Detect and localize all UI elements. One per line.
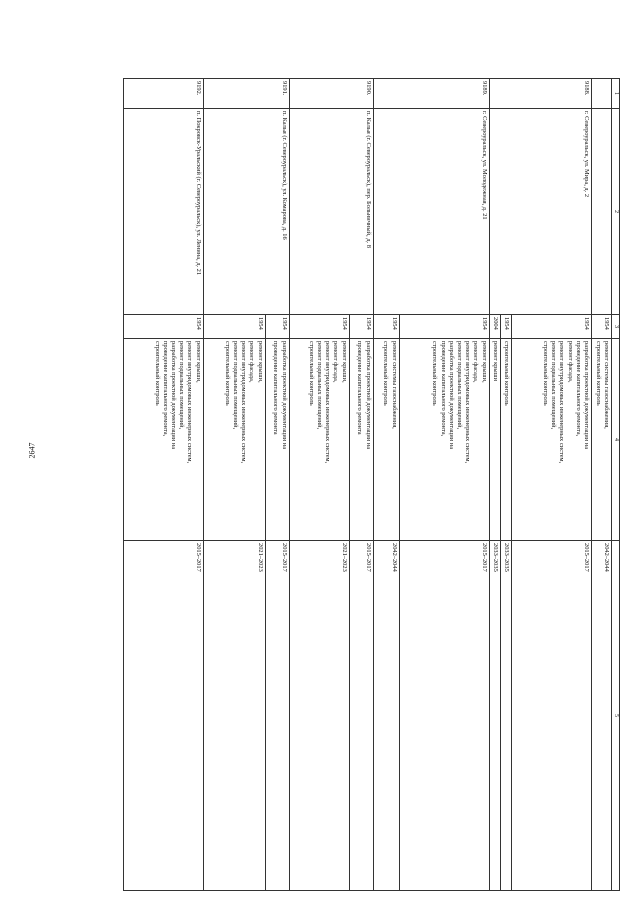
work-item: проведение капитального ремонта, bbox=[161, 341, 169, 437]
works-cell bbox=[123, 339, 203, 541]
year-cell: 2004 bbox=[489, 315, 500, 339]
period-cell: 2033–2035 bbox=[489, 541, 500, 891]
period-cell: 2015–2017 bbox=[399, 541, 489, 891]
work-item: ремонт фасада, bbox=[472, 341, 480, 383]
works-cell bbox=[265, 339, 289, 541]
works-cell bbox=[373, 339, 399, 541]
header-row bbox=[612, 79, 620, 891]
address-cell: г. Североуральск, ул. Молодежная, д. 21 bbox=[373, 109, 489, 315]
period-cell: 2015–2017 bbox=[512, 541, 592, 891]
period-cell: 2021–2023 bbox=[203, 541, 265, 891]
year-cell: 1954 bbox=[512, 315, 592, 339]
table-row bbox=[399, 79, 489, 891]
table-row bbox=[592, 79, 612, 891]
works-cell bbox=[399, 339, 489, 541]
work-item: разработка проектной документации на bbox=[280, 341, 288, 450]
col-header-3: 3 bbox=[612, 315, 620, 339]
year-cell: 1954 bbox=[349, 315, 373, 339]
works-cell bbox=[592, 339, 612, 541]
work-item: ремонт системы газоснабжения, bbox=[390, 341, 398, 429]
work-item: ремонт фасада, bbox=[566, 341, 574, 383]
works-cell bbox=[203, 339, 265, 541]
works-cell bbox=[349, 339, 373, 541]
year-cell: 1954 bbox=[373, 315, 399, 339]
col-header-2: 2 bbox=[612, 109, 620, 315]
row-number: 9191. bbox=[203, 79, 289, 109]
work-item: разработка проектной документации на bbox=[169, 341, 177, 450]
year-cell: 1954 bbox=[399, 315, 489, 339]
work-item: ремонт фасада, bbox=[332, 341, 340, 383]
work-item: строительный контроль bbox=[503, 341, 510, 406]
work-item: разработка проектной документации на bbox=[583, 341, 590, 450]
work-item: разработка проектной документации на bbox=[364, 341, 372, 450]
col-header-5: 5 bbox=[612, 541, 620, 891]
row-number: 9189. bbox=[373, 79, 489, 109]
work-item: разработка проектной документации на bbox=[447, 341, 455, 450]
work-item: строительный контроль bbox=[153, 341, 161, 406]
works-cell bbox=[489, 339, 500, 541]
period-cell: 2042–2044 bbox=[373, 541, 399, 891]
table-row bbox=[349, 79, 373, 891]
work-item: ремонт подвальных помещений, bbox=[455, 341, 463, 430]
period-cell: 2021–2023 bbox=[289, 541, 349, 891]
work-item: строительный контроль bbox=[382, 341, 390, 406]
work-item: строительный контроль bbox=[594, 341, 602, 406]
work-item: ремонт крыши, bbox=[194, 341, 202, 383]
work-item: ремонт внутридомовых инженерных систем, bbox=[324, 341, 332, 464]
address-cell: п. Покровск-Уральский (г. Североуральск), ул. Ленина, д. 21 bbox=[123, 109, 203, 315]
col-header-1: 1 bbox=[612, 79, 620, 109]
year-cell: 1954 bbox=[500, 315, 511, 339]
row-number: 9188. bbox=[489, 79, 591, 109]
page-number: 2647 bbox=[27, 442, 37, 459]
repair-schedule-table bbox=[123, 78, 620, 891]
year-cell: 1954 bbox=[123, 315, 203, 339]
work-item: проведение капитального ремонта, bbox=[439, 341, 447, 437]
work-item: ремонт внутридомовых инженерных систем, bbox=[558, 341, 566, 464]
work-item: ремонт фасада, bbox=[248, 341, 256, 383]
period-cell: 2015–2017 bbox=[349, 541, 373, 891]
row-number: 9190. bbox=[289, 79, 373, 109]
work-item: проведение капитального ремонта bbox=[356, 341, 364, 435]
work-item: ремонт подвальных помещений, bbox=[231, 341, 239, 430]
year-cell: 1954 bbox=[592, 315, 612, 339]
year-cell: 1954 bbox=[289, 315, 349, 339]
work-item: ремонт внутридомовых инженерных систем, bbox=[240, 341, 248, 464]
work-item: ремонт крыши, bbox=[256, 341, 264, 383]
period-cell: 2015–2017 bbox=[123, 541, 203, 891]
address-cell: п. Калья (г. Североуральск), ул. Комарова, д. 16 bbox=[203, 109, 289, 315]
row-number: 9192. bbox=[123, 79, 203, 109]
year-cell: 1954 bbox=[203, 315, 265, 339]
work-item: проведение капитального ремонта, bbox=[574, 341, 582, 437]
address-cell bbox=[592, 109, 612, 315]
work-item: ремонт крыши bbox=[491, 341, 499, 382]
work-item: строительный контроль bbox=[431, 341, 439, 406]
works-cell bbox=[289, 339, 349, 541]
work-item: ремонт подвальных помещений, bbox=[315, 341, 323, 430]
work-item: строительный контроль bbox=[541, 341, 549, 406]
works-cell bbox=[512, 339, 592, 541]
work-item: ремонт системы газоснабжения, bbox=[603, 341, 610, 429]
address-cell: п. Калья (г. Североуральск), пер. Больничный, д. 8 bbox=[289, 109, 373, 315]
table-row bbox=[265, 79, 289, 891]
work-item: ремонт подвальных помещений, bbox=[178, 341, 186, 430]
period-cell: 2042–2044 bbox=[592, 541, 612, 891]
col-header-4: 4 bbox=[612, 339, 620, 541]
works-cell bbox=[500, 339, 511, 541]
row-number bbox=[592, 79, 612, 109]
work-item: ремонт крыши, bbox=[340, 341, 348, 383]
work-item: ремонт внутридомовых инженерных систем, bbox=[186, 341, 194, 464]
work-item: ремонт крыши, bbox=[480, 341, 488, 383]
period-cell: 2015–2017 bbox=[265, 541, 289, 891]
work-item: проведение капитального ремонта bbox=[272, 341, 280, 435]
address-cell: г. Североуральск, ул. Мира, д. 2 bbox=[489, 109, 591, 315]
rotated-table-wrap bbox=[77, 78, 620, 890]
work-item: строительный контроль bbox=[307, 341, 315, 406]
work-item: ремонт подвальных помещений, bbox=[550, 341, 558, 430]
work-item: строительный контроль bbox=[223, 341, 231, 406]
year-cell: 1954 bbox=[265, 315, 289, 339]
table-row bbox=[512, 79, 592, 891]
period-cell: 2033–2035 bbox=[500, 541, 511, 891]
table-row bbox=[123, 79, 203, 891]
work-item: ремонт внутридомовых инженерных систем, bbox=[464, 341, 472, 464]
